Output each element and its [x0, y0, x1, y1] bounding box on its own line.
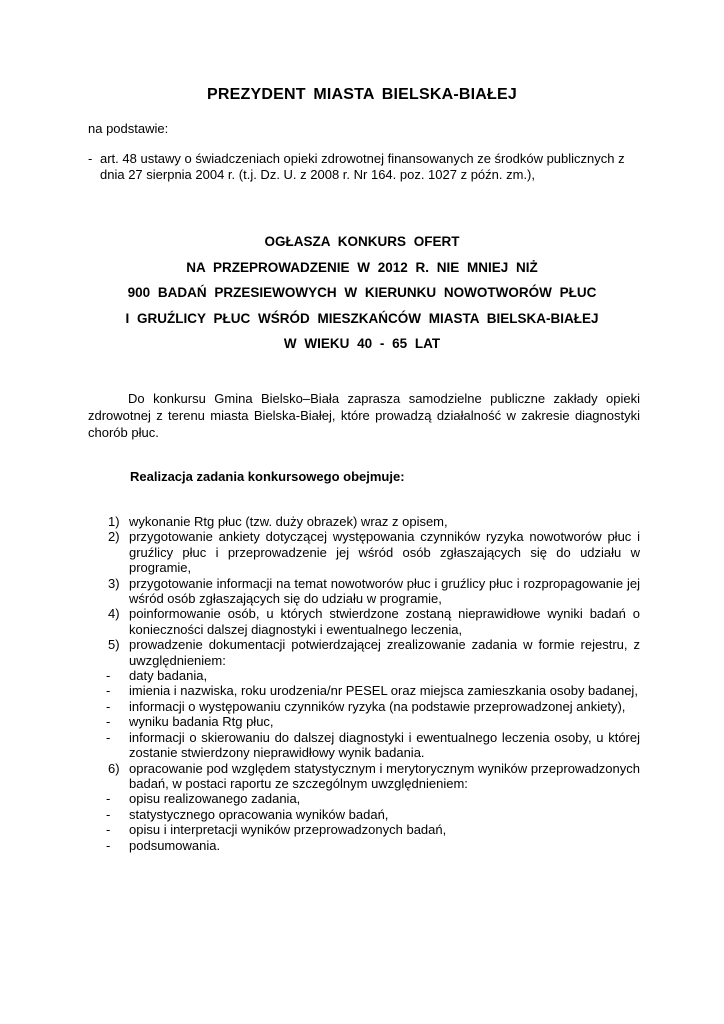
list-marker: 4) — [108, 606, 120, 622]
list-subitem — [88, 683, 640, 698]
list-subitem — [88, 699, 640, 714]
announcement-line: OGŁASZA KONKURS OFERT — [264, 234, 460, 249]
list-item-text: statystycznego opracowania wyników badań, — [129, 806, 389, 822]
list-item — [88, 761, 640, 792]
list-dash: - — [106, 683, 111, 699]
legal-basis-text: art. 48 ustawy o świadczeniach opieki zdrowotnej finansowanych ze środków publicznych z dnia 27 sierpnia 2004 r. (t.j. Dz. U. z 2008 r. Nr 164. poz. 1027 z późn. zm.), — [100, 151, 625, 182]
list-subitem — [88, 714, 640, 729]
list-item-text: informacji o występowaniu czynników ryzyka (na podstawie przeprowadzonej ankiety), — [129, 698, 626, 714]
list-dash: - — [88, 151, 93, 166]
list-item-text: podsumowania. — [129, 837, 221, 853]
list-dash: - — [106, 837, 111, 853]
task-list — [88, 514, 640, 853]
list-marker: 2) — [108, 529, 120, 545]
list-item-text: wyniku badania Rtg płuc, — [129, 714, 274, 730]
list-dash: - — [106, 806, 111, 822]
list-subitem — [88, 822, 640, 837]
list-subitem — [88, 838, 640, 853]
list-item-text: prowadzenie dokumentacji potwierdzającej zrealizowanie zadania w formie rejestru, z uwzględnieniem: — [129, 637, 640, 668]
list-item-text: opisu realizowanego zadania, — [129, 791, 301, 807]
announcement-line: NA PRZEPROWADZENIE W 2012 R. NIE MNIEJ NIŻ — [186, 259, 538, 275]
list-item-text: opisu i interpretacji wyników przeprowadzonych badań, — [129, 822, 447, 838]
legal-basis-item — [88, 151, 648, 183]
list-item-text: opracowanie pod względem statystycznym i merytorycznym wyników przeprowadzonych badań, w postaci raportu ze szczególnym uwzględnieniem: — [129, 760, 640, 791]
list-item-text: wykonanie Rtg płuc (tzw. duży obrazek) wraz z opisem, — [129, 514, 448, 529]
list-dash: - — [106, 729, 111, 745]
list-marker: 5) — [108, 637, 120, 653]
document-title: PREZYDENT MIASTA BIELSKA-BIAŁEJ — [207, 86, 517, 103]
list-item — [88, 576, 640, 607]
list-item-text: informacji o skierowaniu do dalszej diagnostyki i ewentualnego leczenia osoby, u której zostanie stwierdzony nieprawidłowy wynik badania. — [129, 729, 640, 761]
announcement-line: 900 BADAŃ PRZESIEWOWYCH W KIERUNKU NOWOTWORÓW PŁUC — [127, 285, 597, 300]
announcement-line: I GRUŹLICY PŁUC WŚRÓD MIESZKAŃCÓW MIASTA BIELSKA-BIAŁEJ — [125, 310, 599, 326]
list-item — [88, 514, 640, 529]
list-marker: 3) — [108, 575, 120, 591]
intro-paragraph: Do konkursu Gmina Bielsko–Biała zaprasza samodzielne publiczne zakłady opieki zdrowotnej z terenu miasta Bielska-Białej, które prowadzą działalność w zakresie diagnostyki chorób płuc. — [88, 391, 640, 440]
list-item-text: imienia i nazwiska, roku urodzenia/nr PESEL oraz miejsca zamieszkania osoby badanej, — [129, 683, 638, 699]
list-item-text: daty badania, — [129, 668, 208, 684]
list-subitem — [88, 668, 640, 683]
list-dash: - — [106, 714, 111, 730]
list-item-text: przygotowanie ankiety dotyczącej występowania czynników ryzyka nowotworów płuc i gruźlicy płuc i przeprowadzenie jej wśród osób zgłaszających się do udziału w programie, — [129, 529, 640, 576]
list-dash: - — [106, 791, 111, 807]
list-marker: 1) — [108, 514, 120, 529]
basis-label: na podstawie: — [88, 121, 169, 136]
list-item-text: przygotowanie informacji na temat nowotworów płuc i gruźlicy płuc i rozpropagowanie jej wśród osób zgłaszających się do udziału w programie, — [129, 575, 640, 607]
list-dash: - — [106, 822, 111, 838]
list-dash: - — [106, 698, 111, 714]
announcement-line: W WIEKU 40 - 65 LAT — [283, 336, 441, 351]
list-subitem — [88, 730, 640, 761]
list-subitem — [88, 807, 640, 822]
task-subheading: Realizacja zadania konkursowego obejmuje: — [130, 469, 405, 484]
announcement-heading — [0, 232, 724, 360]
list-item — [88, 637, 640, 668]
list-item — [88, 606, 640, 637]
list-item-text: poinformowanie osób, u których stwierdzone zostaną nieprawidłowe wyniki badań o konieczności dalszej diagnostyki i ewentualnego leczenia, — [129, 606, 640, 637]
list-subitem — [88, 791, 640, 806]
list-marker: 6) — [108, 760, 120, 776]
list-item — [88, 529, 640, 575]
list-dash: - — [106, 668, 111, 684]
